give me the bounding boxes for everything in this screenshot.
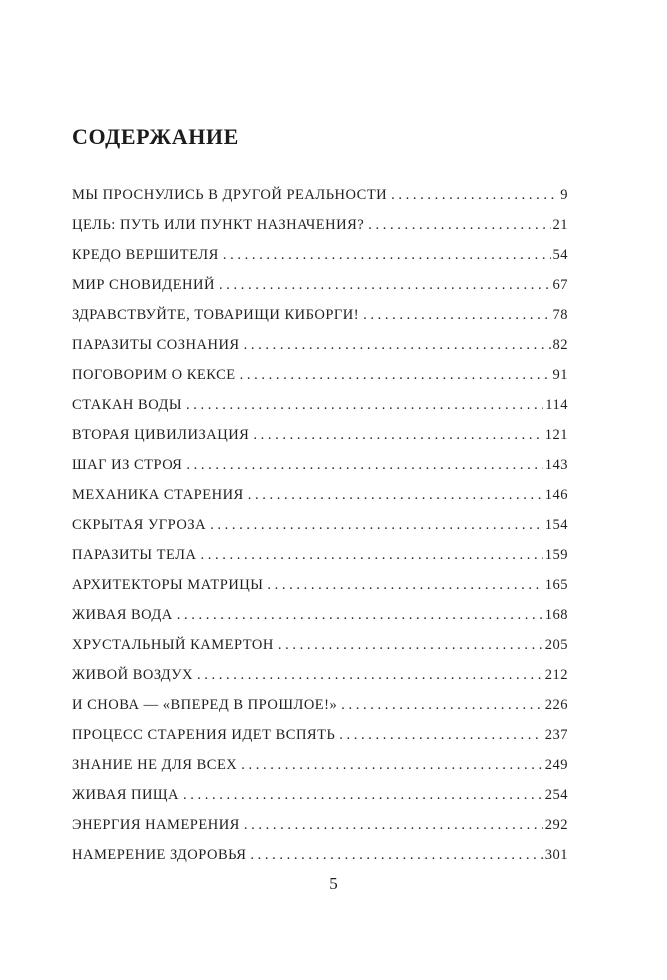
toc-entry-title: ШАГ ИЗ СТРОЯ	[72, 457, 183, 473]
toc-entry-page: 54	[552, 247, 568, 263]
toc-entry-page: 205	[544, 637, 568, 653]
page-number: 5	[329, 874, 338, 893]
toc-entry-page: 82	[552, 337, 568, 353]
toc-entry-title: ХРУСТАЛЬНЫЙ КАМЕРТОН	[72, 637, 274, 653]
toc-entry-page: 91	[552, 367, 568, 383]
toc-entry-title: И СНОВА — «ВПЕРЕД В ПРОШЛОЕ!»	[72, 697, 338, 713]
toc-entry	[72, 240, 568, 270]
toc-entry	[72, 390, 568, 420]
toc-entry	[72, 720, 568, 750]
toc-entry-title: ЖИВАЯ ВОДА	[72, 607, 173, 623]
toc-entry	[72, 540, 568, 570]
toc-entry	[72, 750, 568, 780]
toc-entry-page: 237	[544, 727, 568, 743]
toc-entry-page: 21	[552, 217, 568, 233]
dot-leader	[186, 390, 543, 420]
toc-entry-title: МЫ ПРОСНУЛИСЬ В ДРУГОЙ РЕАЛЬНОСТИ	[72, 187, 388, 203]
dot-leader	[248, 480, 543, 510]
dot-leader	[341, 690, 543, 720]
toc-entry-page: 146	[544, 487, 568, 503]
dot-leader	[183, 780, 543, 810]
dot-leader	[197, 660, 543, 690]
toc-entry-title: НАМЕРЕНИЕ ЗДОРОВЬЯ	[72, 847, 247, 863]
toc-entry-title: ЖИВОЙ ВОЗДУХ	[72, 667, 194, 683]
toc-entry	[72, 600, 568, 630]
dot-leader	[219, 270, 551, 300]
toc-entry	[72, 840, 568, 870]
toc-entry	[72, 330, 568, 360]
toc-entry	[72, 420, 568, 450]
contents-heading: СОДЕРЖАНИЕ	[72, 124, 239, 149]
toc-entry	[72, 570, 568, 600]
toc-entry	[72, 780, 568, 810]
dot-leader	[363, 300, 550, 330]
toc-entry	[72, 660, 568, 690]
toc-entry-page: 165	[544, 577, 568, 593]
dot-leader	[339, 720, 542, 750]
toc-entry	[72, 360, 568, 390]
toc-entry-title: ПАРАЗИТЫ СОЗНАНИЯ	[72, 337, 240, 353]
toc-entry-title: МЕХАНИКА СТАРЕНИЯ	[72, 487, 244, 503]
toc-entry-title: ПАРАЗИТЫ ТЕЛА	[72, 547, 197, 563]
toc-entry	[72, 210, 568, 240]
toc-entry-title: ЗНАНИЕ НЕ ДЛЯ ВСЕХ	[72, 757, 238, 773]
toc-entry	[72, 630, 568, 660]
dot-leader	[210, 510, 543, 540]
toc-entry-page: 67	[552, 277, 568, 293]
dot-leader	[278, 630, 543, 660]
toc-entry-page: 292	[544, 817, 568, 833]
toc-entry-page: 143	[544, 457, 568, 473]
dot-leader	[223, 240, 551, 270]
dot-leader	[177, 600, 543, 630]
dot-leader	[240, 360, 551, 390]
toc-entry-page: 154	[544, 517, 568, 533]
toc-entry-title: КРЕДО ВЕРШИТЕЛЯ	[72, 247, 219, 263]
dot-leader	[267, 570, 542, 600]
table-of-contents	[72, 180, 568, 870]
toc-entry	[72, 450, 568, 480]
toc-entry-page: 168	[544, 607, 568, 623]
toc-entry	[72, 300, 568, 330]
dot-leader	[391, 180, 558, 210]
toc-entry	[72, 180, 568, 210]
toc-entry-title: АРХИТЕКТОРЫ МАТРИЦЫ	[72, 577, 264, 593]
dot-leader	[244, 330, 551, 360]
toc-entry-title: СТАКАН ВОДЫ	[72, 397, 182, 413]
toc-entry	[72, 270, 568, 300]
toc-entry	[72, 690, 568, 720]
toc-entry-title: ЖИВАЯ ПИЩА	[72, 787, 180, 803]
toc-entry-page: 249	[544, 757, 568, 773]
toc-entry-page: 78	[552, 307, 568, 323]
toc-entry-page: 254	[544, 787, 568, 803]
dot-leader	[368, 210, 550, 240]
toc-entry-page: 9	[560, 187, 568, 203]
toc-entry-title: СКРЫТАЯ УГРОЗА	[72, 517, 207, 533]
toc-entry-title: ПОГОВОРИМ О КЕКСЕ	[72, 367, 236, 383]
dot-leader	[241, 750, 542, 780]
toc-entry-page: 301	[544, 847, 568, 863]
toc-entry	[72, 510, 568, 540]
dot-leader	[244, 810, 543, 840]
dot-leader	[186, 450, 542, 480]
toc-entry-page: 114	[545, 397, 568, 413]
toc-entry-page: 121	[544, 427, 568, 443]
toc-entry	[72, 810, 568, 840]
toc-entry-title: ПРОЦЕСС СТАРЕНИЯ ИДЕТ ВСПЯТЬ	[72, 727, 336, 743]
toc-entry-page: 212	[544, 667, 568, 683]
dot-leader	[250, 840, 542, 870]
toc-entry-page: 159	[544, 547, 568, 563]
toc-entry-title: ЦЕЛЬ: ПУТЬ ИЛИ ПУНКТ НАЗНАЧЕНИЯ?	[72, 217, 365, 233]
dot-leader	[253, 420, 542, 450]
toc-entry-title: МИР СНОВИДЕНИЙ	[72, 277, 215, 293]
toc-entry-title: ЭНЕРГИЯ НАМЕРЕНИЯ	[72, 817, 240, 833]
toc-entry-page: 226	[544, 697, 568, 713]
toc-entry	[72, 480, 568, 510]
dot-leader	[200, 540, 542, 570]
toc-entry-title: ЗДРАВСТВУЙТЕ, ТОВАРИЩИ КИБОРГИ!	[72, 307, 360, 323]
toc-entry-title: ВТОРАЯ ЦИВИЛИЗАЦИЯ	[72, 427, 250, 443]
